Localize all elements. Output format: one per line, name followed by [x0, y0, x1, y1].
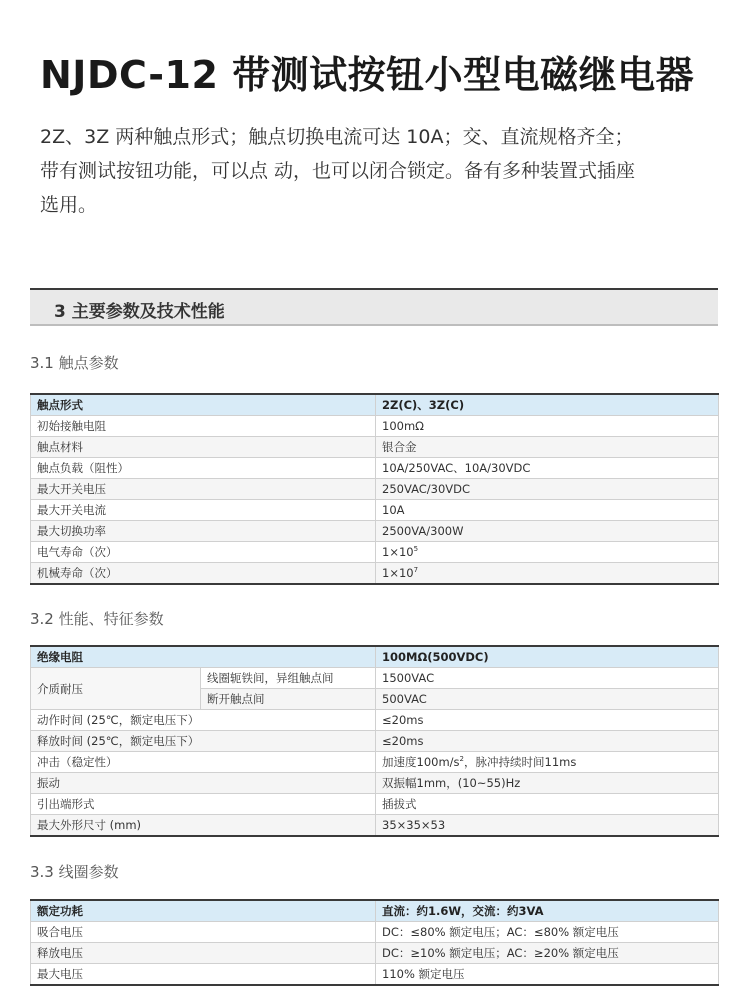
coil-table: [30, 899, 719, 986]
section-header: [30, 288, 718, 326]
value-base: 1×10: [382, 545, 414, 559]
value-exponent: 7: [413, 566, 419, 575]
table-header-row: [31, 394, 719, 416]
table-row: [31, 710, 719, 731]
param-value: 10A: [376, 500, 719, 521]
param-value: 双振幅1mm，(10~55)Hz: [376, 773, 719, 794]
param-value: 35×35×53: [376, 815, 719, 837]
param-label: 最大外形尺寸 (mm): [31, 815, 376, 837]
table-row: [31, 479, 719, 500]
param-value: DC：≥10% 额定电压；AC：≥20% 额定电压: [376, 943, 719, 964]
param-label: 释放电压: [31, 943, 376, 964]
header-cell: 触点形式: [31, 394, 376, 416]
param-sublabel: 线圈轭铁间，异组触点间: [201, 668, 376, 689]
param-sublabel: 断开触点间: [201, 689, 376, 710]
param-value: 250VAC/30VDC: [376, 479, 719, 500]
param-value: [376, 542, 719, 563]
param-label: 机械寿命（次）: [31, 563, 376, 585]
performance-table: [30, 645, 719, 837]
param-label: 初始接触电阻: [31, 416, 376, 437]
table-row: [31, 964, 719, 986]
param-label: 介质耐压: [31, 668, 201, 710]
param-label: 触点材料: [31, 437, 376, 458]
value-pre: 加速度100m/s: [382, 755, 460, 769]
table-row: [31, 563, 719, 585]
section-title: 3 主要参数及技术性能: [54, 302, 225, 322]
table-row: [31, 458, 719, 479]
param-label: 振动: [31, 773, 376, 794]
table-row: [31, 542, 719, 563]
param-label: 触点负载（阻性）: [31, 458, 376, 479]
param-label: 吸合电压: [31, 922, 376, 943]
param-label: 动作时间 (25℃，额定电压下）: [31, 710, 376, 731]
subsection-title-performance: 3.2 性能、特征参数: [30, 610, 164, 628]
table-row: [31, 773, 719, 794]
table-header-row: [31, 646, 719, 668]
param-value: [376, 563, 719, 585]
param-value: DC：≤80% 额定电压；AC：≤80% 额定电压: [376, 922, 719, 943]
subsection-title-coil: 3.3 线圈参数: [30, 863, 119, 881]
param-value: 银合金: [376, 437, 719, 458]
table-row: [31, 668, 719, 689]
intro-text: [40, 120, 712, 222]
table-row: [31, 815, 719, 837]
param-value: 500VAC: [376, 689, 719, 710]
param-value: 100mΩ: [376, 416, 719, 437]
param-value: ≤20ms: [376, 710, 719, 731]
header-cell: 100MΩ(500VDC): [376, 646, 719, 668]
table-row: [31, 943, 719, 964]
param-label: 最大电压: [31, 964, 376, 986]
table-row: [31, 922, 719, 943]
table-row: [31, 731, 719, 752]
param-label: 释放时间 (25℃，额定电压下）: [31, 731, 376, 752]
intro-line: 选用。: [40, 194, 98, 216]
table-row: [31, 437, 719, 458]
value-exponent: 5: [413, 545, 419, 554]
table-row: [31, 521, 719, 542]
header-cell: 绝缘电阻: [31, 646, 376, 668]
table-row: [31, 500, 719, 521]
table-header-row: [31, 900, 719, 922]
contacts-table: [30, 393, 719, 585]
param-label: 电气寿命（次）: [31, 542, 376, 563]
value-base: 1×10: [382, 566, 414, 580]
value-exponent: 2: [459, 755, 464, 764]
param-value: 110% 额定电压: [376, 964, 719, 986]
param-label: 引出端形式: [31, 794, 376, 815]
table-row: [31, 416, 719, 437]
table-row: [31, 752, 719, 773]
param-label: 最大开关电流: [31, 500, 376, 521]
param-value: [376, 752, 719, 773]
subsection-title-contacts: 3.1 触点参数: [30, 354, 119, 372]
header-cell: 直流：约1.6W，交流：约3VA: [376, 900, 719, 922]
header-cell: 2Z(C)、3Z(C): [376, 394, 719, 416]
param-label: 最大开关电压: [31, 479, 376, 500]
param-value: 插拔式: [376, 794, 719, 815]
header-cell: 额定功耗: [31, 900, 376, 922]
page-title: NJDC-12 带测试按钮小型电磁继电器: [40, 53, 695, 97]
table-row: [31, 794, 719, 815]
param-value: 1500VAC: [376, 668, 719, 689]
param-label: 最大切换功率: [31, 521, 376, 542]
intro-line: 2Z、3Z 两种触点形式；触点切换电流可达 10A；交、直流规格齐全；: [40, 126, 634, 148]
param-value: 10A/250VAC、10A/30VDC: [376, 458, 719, 479]
param-value: 2500VA/300W: [376, 521, 719, 542]
intro-line: 带有测试按钮功能，可以点 动，也可以闭合锁定。备有多种装置式插座: [40, 160, 636, 182]
param-value: ≤20ms: [376, 731, 719, 752]
value-post: ，脉冲持续时间11ms: [464, 755, 577, 769]
param-label: 冲击（稳定性）: [31, 752, 376, 773]
